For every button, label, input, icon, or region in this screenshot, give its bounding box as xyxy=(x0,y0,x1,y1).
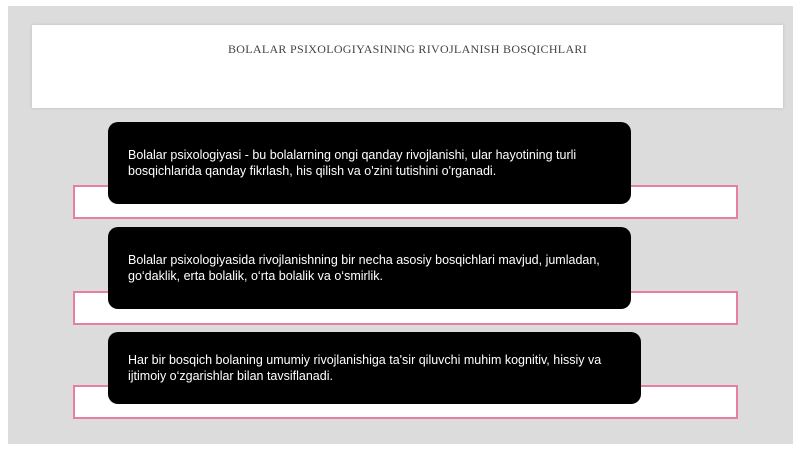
card-2-text: Bolalar psixologiyasida rivojlanishning bir necha asosiy bosqichlari mavjud, jumladan, go‘daklik, erta bolalik, o‘rta bolalik va o‘smirlik. xyxy=(128,253,600,283)
card-2 xyxy=(108,227,631,309)
card-3 xyxy=(108,332,641,404)
card-1 xyxy=(108,122,631,204)
slide-title: BOLALAR PSIXOLOGIYASINING RIVOJLANISH BOSQICHLARI xyxy=(227,42,588,56)
card-3-text: Har bir bosqich bolaning umumiy rivojlanishiga ta'sir qiluvchi muhim kognitiv, hissiy va ijtimoiy o‘zgarishlar bilan tavsiflanadi. xyxy=(128,353,602,383)
card-1-text: Bolalar psixologiyasi - bu bolalarning ongi qanday rivojlanishi, ular hayotining turli bosqichlarida qanday fikrlash, his qilish va o'zini tutishini o'rganadi. xyxy=(128,148,577,178)
title-box xyxy=(32,25,783,108)
